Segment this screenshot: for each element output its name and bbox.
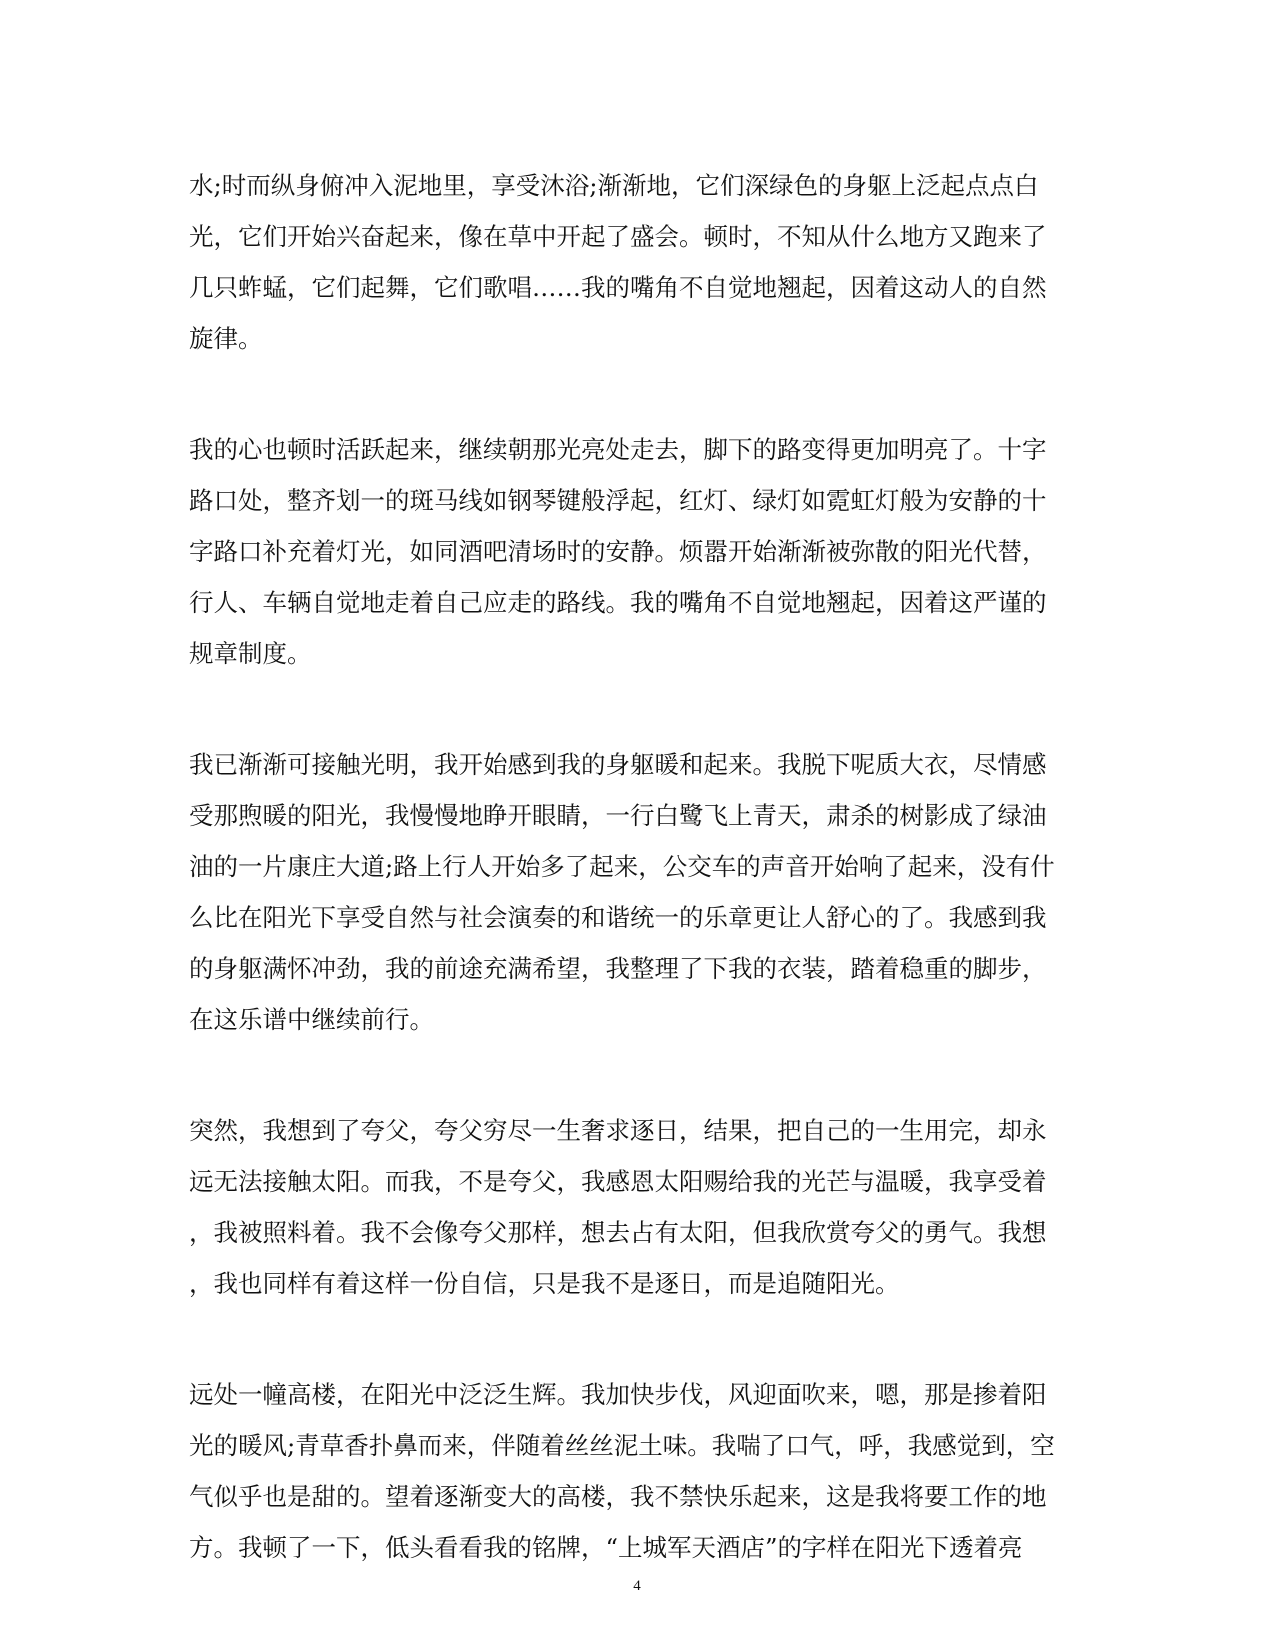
text-line: 水;时而纵身俯冲入泥地里，享受沐浴;渐渐地，它们深绿色的身躯上泛起点点白 <box>189 171 1039 200</box>
text-line: 字路口补充着灯光，如同酒吧清场时的安静。烦嚣开始渐渐被弥散的阳光代替， <box>189 537 1047 566</box>
text-line: 几只蚱蜢，它们起舞，它们歌唱……我的嘴角不自觉地翘起，因着这动人的自然 <box>189 273 1047 302</box>
text-line: ，我被照料着。我不会像夸父那样，想去占有太阳，但我欣赏夸父的勇气。我想 <box>189 1218 1047 1247</box>
text-line: 行人、车辆自觉地走着自己应走的路线。我的嘴角不自觉地翘起，因着这严谨的 <box>189 588 1047 617</box>
paragraph-5 <box>189 1369 1089 1573</box>
text-line: 气似乎也是甜的。望着逐渐变大的高楼，我不禁快乐起来，这是我将要工作的地 <box>189 1482 1047 1511</box>
text-line: 方。我顿了一下，低头看看我的铭牌，“上城军天酒店”的字样在阳光下透着亮 <box>189 1533 1023 1562</box>
text-line: 的身躯满怀冲劲，我的前途充满希望，我整理了下我的衣装，踏着稳重的脚步， <box>189 954 1047 983</box>
text-line: 光的暖风;青草香扑鼻而来，伴随着丝丝泥土味。我喘了口气，呼，我感觉到，空 <box>189 1431 1055 1460</box>
text-line: 我已渐渐可接触光明，我开始感到我的身躯暖和起来。我脱下呢质大衣，尽情感 <box>189 750 1047 779</box>
text-line: 突然，我想到了夸父，夸父穷尽一生奢求逐日，结果，把自己的一生用完，却永 <box>189 1116 1047 1145</box>
text-line: 远处一幢高楼，在阳光中泛泛生辉。我加快步伐，风迎面吹来，嗯，那是掺着阳 <box>189 1380 1047 1409</box>
paragraph-2 <box>189 424 1089 679</box>
text-line: 在这乐谱中继续前行。 <box>189 1005 434 1034</box>
body-text <box>189 160 1089 1633</box>
text-line: 远无法接触太阳。而我，不是夸父，我感恩太阳赐给我的光芒与温暖，我享受着 <box>189 1167 1047 1196</box>
text-line: 么比在阳光下享受自然与社会演奏的和谐统一的乐章更让人舒心的了。我感到我 <box>189 903 1047 932</box>
paragraph-4 <box>189 1105 1089 1309</box>
text-line: 规章制度。 <box>189 639 312 668</box>
text-line: 我的心也顿时活跃起来，继续朝那光亮处走去，脚下的路变得更加明亮了。十字 <box>189 435 1047 464</box>
text-line: 旋律。 <box>189 324 263 353</box>
text-line: 路口处，整齐划一的斑马线如钢琴键般浮起，红灯、绿灯如霓虹灯般为安静的十 <box>189 486 1047 515</box>
text-line: 光，它们开始兴奋起来，像在草中开起了盛会。顿时，不知从什么地方又跑来了 <box>189 222 1047 251</box>
text-line: ，我也同样有着这样一份自信，只是我不是逐日，而是追随阳光。 <box>189 1269 900 1298</box>
paragraph-1 <box>189 160 1089 364</box>
paragraph-3 <box>189 739 1089 1045</box>
text-line: 受那煦暖的阳光，我慢慢地睁开眼睛，一行白鹭飞上青天，肃杀的树影成了绿油 <box>189 801 1047 830</box>
page-number: 4 <box>633 1578 641 1594</box>
text-line: 油的一片康庄大道;路上行人开始多了起来，公交车的声音开始响了起来，没有什 <box>189 852 1055 881</box>
